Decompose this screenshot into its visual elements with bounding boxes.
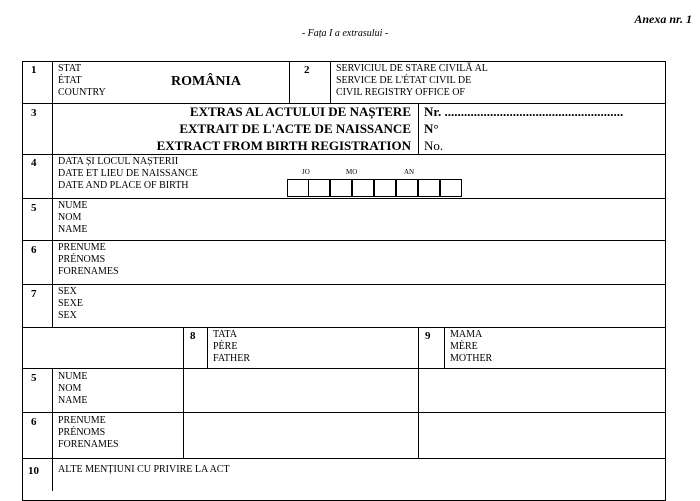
row-number: 8 bbox=[190, 330, 196, 342]
name-label: NUME NOM NAME bbox=[58, 200, 88, 235]
annex-label: Anexa nr. 1 bbox=[634, 12, 692, 26]
day-digit-2[interactable] bbox=[308, 179, 330, 197]
other-mentions-label: ALTE MENȚIUNI CU PRIVIRE LA ACT bbox=[58, 464, 230, 475]
divider bbox=[22, 327, 666, 328]
day-label: JO bbox=[302, 168, 310, 176]
country-name: ROMÂNIA bbox=[171, 74, 241, 89]
sex-label: SEX SEXE SEX bbox=[58, 286, 83, 321]
row-number: 6 bbox=[31, 416, 37, 428]
month-digit-2[interactable] bbox=[352, 179, 374, 197]
forenames-label: PRENUME PRÉNOMS FORENAMES bbox=[58, 242, 119, 277]
row-number: 6 bbox=[31, 244, 37, 256]
face-label: - Fața I a extrasului - bbox=[301, 28, 389, 39]
mother-label: MAMA MÈRE MOTHER bbox=[450, 329, 493, 364]
row-number: 10 bbox=[28, 465, 39, 477]
divider bbox=[183, 327, 184, 458]
title-ro: EXTRAS AL ACTULUI DE NAȘTERE bbox=[189, 104, 411, 119]
divider bbox=[22, 154, 666, 155]
number-column-divider-lower bbox=[52, 368, 53, 491]
divider bbox=[22, 412, 666, 413]
row-number: 2 bbox=[304, 64, 310, 76]
year-digit-3[interactable] bbox=[418, 179, 440, 197]
title-en: EXTRACT FROM BIRTH REGISTRATION bbox=[156, 138, 411, 153]
number-column-divider bbox=[52, 61, 53, 327]
divider bbox=[207, 327, 208, 368]
row-number: 9 bbox=[425, 330, 431, 342]
row-number: 5 bbox=[31, 202, 37, 214]
divider bbox=[22, 284, 666, 285]
row-number: 4 bbox=[31, 157, 37, 169]
title-fr: EXTRAIT DE L'ACTE DE NAISSANCE bbox=[179, 121, 411, 136]
number-label-en: No. bbox=[424, 138, 444, 153]
divider bbox=[418, 103, 419, 154]
year-label: AN bbox=[404, 168, 415, 176]
divider bbox=[22, 458, 666, 459]
month-label: MO bbox=[346, 168, 358, 176]
row-number: 5 bbox=[31, 372, 37, 384]
divider bbox=[444, 327, 445, 368]
registration-number-field[interactable]: Nr. ....................................................... bbox=[424, 104, 624, 119]
row-number: 3 bbox=[31, 107, 37, 119]
month-digit-1[interactable] bbox=[330, 179, 352, 197]
divider bbox=[330, 61, 331, 103]
year-digit-2[interactable] bbox=[396, 179, 418, 197]
day-digit-1[interactable] bbox=[287, 179, 309, 197]
divider bbox=[22, 198, 666, 199]
year-digit-4[interactable] bbox=[440, 179, 462, 197]
row-number: 1 bbox=[31, 64, 37, 76]
row-number: 7 bbox=[31, 288, 37, 300]
parent-forenames-label: PRENUME PRÉNOMS FORENAMES bbox=[58, 415, 119, 450]
divider bbox=[22, 368, 666, 369]
number-label-fr: N° bbox=[424, 121, 439, 136]
divider bbox=[289, 61, 290, 103]
divider bbox=[418, 327, 419, 458]
father-label: TATA PÈRE FATHER bbox=[213, 329, 251, 364]
year-digit-1[interactable] bbox=[374, 179, 396, 197]
divider bbox=[22, 240, 666, 241]
state-label: STAT ÉTAT COUNTRY bbox=[58, 63, 106, 98]
birth-date-place-label: DATA ȘI LOCUL NAȘTERII DATE ET LIEU DE NAISSANCE DATE AND PLACE OF BIRTH bbox=[58, 156, 198, 191]
parent-name-label: NUME NOM NAME bbox=[58, 371, 88, 406]
civil-office-label: SERVICIUL DE STARE CIVILĂ AL SERVICE DE L'ÉTAT CIVIL DE CIVIL REGISTRY OFFICE OF bbox=[336, 63, 488, 98]
